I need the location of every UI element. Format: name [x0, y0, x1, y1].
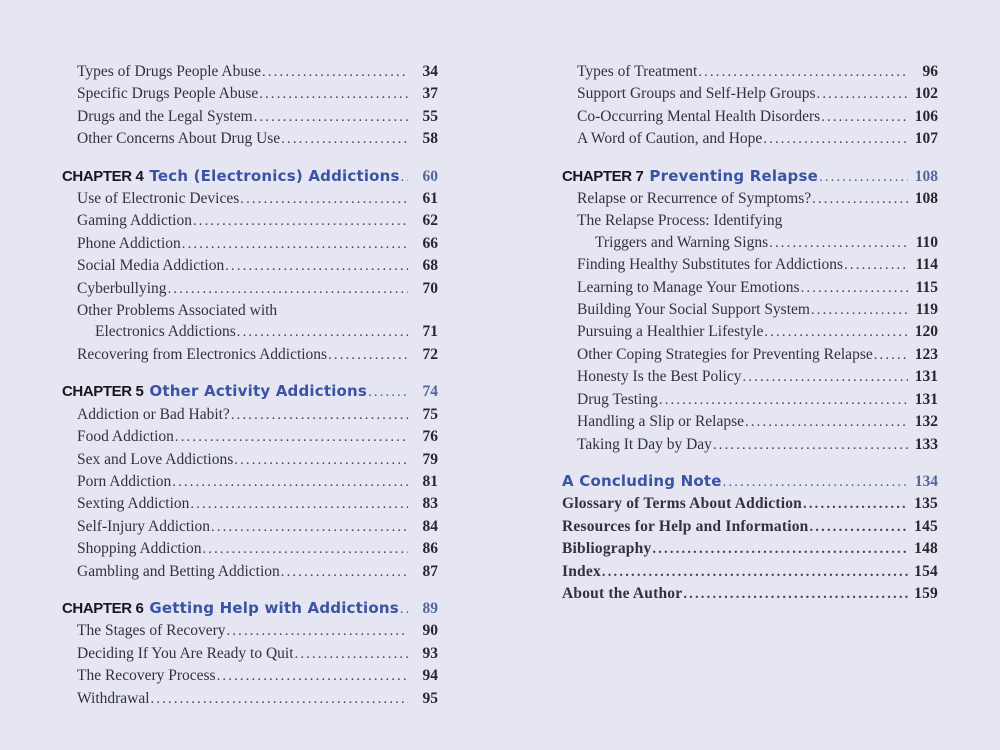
- page-number: 148: [914, 540, 938, 558]
- toc-entry: [62, 538, 438, 560]
- dot-leader: [764, 322, 908, 343]
- toc-entry: [562, 210, 938, 231]
- toc-note-entry: [562, 471, 938, 493]
- entry-title: About the Author: [562, 584, 683, 602]
- dot-leader: [844, 255, 908, 276]
- toc-entry: [562, 538, 938, 560]
- page-number: 115: [915, 278, 938, 296]
- dot-leader: [217, 666, 408, 687]
- toc-left-page: [62, 61, 438, 710]
- entry-title: Learning to Manage Your Emotions: [577, 278, 800, 296]
- page-number: 108: [914, 190, 938, 208]
- toc-entry: [62, 404, 438, 426]
- toc-entry: [62, 449, 438, 471]
- page-number: 133: [914, 435, 938, 453]
- dot-leader: [723, 472, 908, 493]
- toc-entry: [562, 232, 938, 254]
- page-number: 120: [914, 323, 938, 341]
- toc-entry: [62, 255, 438, 277]
- page-number: 34: [422, 63, 438, 80]
- entry-title: Finding Healthy Substitutes for Addictions: [577, 256, 844, 274]
- dot-leader: [659, 390, 908, 411]
- page-number: 76: [422, 428, 438, 446]
- page-number: 159: [914, 584, 938, 602]
- page-number: 62: [422, 212, 438, 230]
- page-number: 135: [914, 495, 938, 513]
- note-title: A Concluding Note: [562, 471, 722, 490]
- dot-leader: [234, 450, 408, 471]
- page-number: 37: [422, 85, 438, 103]
- dot-leader: [168, 279, 408, 300]
- page-number: 60: [422, 167, 438, 185]
- page-number: 94: [422, 667, 438, 685]
- page-number: 110: [915, 233, 938, 251]
- entry-title: Gambling and Betting Addiction: [77, 562, 280, 580]
- page-number: 61: [422, 190, 438, 208]
- page-number: 55: [422, 107, 438, 125]
- entry-title: Index: [562, 562, 601, 580]
- entry-title: Handling a Slip or Relapse: [577, 413, 745, 431]
- dot-leader: [254, 107, 408, 128]
- toc-entry: [562, 493, 938, 515]
- dot-leader: [812, 189, 908, 210]
- dot-leader: [202, 539, 408, 560]
- toc-entry: [62, 493, 438, 515]
- entry-title: Sexting Addiction: [77, 495, 190, 513]
- chapter-label: CHAPTER 4: [62, 167, 144, 185]
- chapter-label: CHAPTER 7: [562, 167, 644, 185]
- dot-leader: [811, 300, 908, 321]
- toc-entry: [62, 471, 438, 493]
- dot-leader: [400, 599, 408, 620]
- dot-leader: [652, 539, 908, 560]
- page-number: 66: [422, 234, 438, 252]
- page-number: 123: [914, 345, 938, 363]
- entry-title: The Stages of Recovery: [77, 622, 226, 640]
- page-number: 119: [915, 301, 938, 319]
- page-number: 154: [914, 562, 938, 580]
- toc-entry: [62, 128, 438, 150]
- entry-title: Other Concerns About Drug Use: [77, 130, 281, 148]
- toc-entry: [62, 210, 438, 232]
- page-number: 81: [422, 472, 438, 490]
- entry-title: Triggers and Warning Signs: [595, 233, 769, 251]
- toc-entry: [562, 254, 938, 276]
- dot-leader: [151, 689, 408, 710]
- chapter-title: Tech (Electronics) Addictions: [149, 166, 400, 185]
- toc-entry: [62, 561, 438, 583]
- page-number: 71: [422, 323, 438, 341]
- dot-leader: [763, 129, 908, 150]
- toc-entry: [562, 366, 938, 388]
- entry-title: Self-Injury Addiction: [77, 517, 211, 535]
- entry-title: Types of Treatment: [577, 63, 698, 80]
- toc-chapter-entry: [62, 381, 438, 403]
- toc-entry: [62, 83, 438, 105]
- dot-leader: [259, 84, 408, 105]
- dot-leader: [809, 517, 908, 538]
- page-number: 145: [914, 517, 938, 535]
- chapter-title: Preventing Relapse: [649, 166, 818, 185]
- page-number: 84: [422, 517, 438, 535]
- page-number: 114: [915, 256, 938, 274]
- page-number: 95: [422, 689, 438, 707]
- dot-leader: [231, 405, 408, 426]
- dot-leader: [281, 562, 408, 583]
- dot-leader: [262, 62, 408, 83]
- toc-entry: [562, 583, 938, 605]
- page-number: 87: [422, 562, 438, 580]
- page-number: 86: [422, 540, 438, 558]
- entry-title: Pursuing a Healthier Lifestyle: [577, 323, 764, 341]
- dot-leader: [819, 167, 908, 188]
- entry-title: Honesty Is the Best Policy: [577, 368, 742, 386]
- entry-title: Specific Drugs People Abuse: [77, 85, 259, 103]
- page-number: 102: [914, 85, 938, 103]
- toc-entry: [562, 516, 938, 538]
- entry-title: Drugs and the Legal System: [77, 107, 253, 125]
- dot-leader: [769, 233, 908, 254]
- chapter-title: Other Activity Addictions: [149, 382, 368, 401]
- dot-leader: [821, 107, 908, 128]
- dot-leader: [281, 129, 408, 150]
- dot-leader: [602, 562, 908, 583]
- page-number: 106: [914, 107, 938, 125]
- entry-title: Electronics Addictions: [95, 323, 236, 341]
- dot-leader: [803, 494, 908, 515]
- toc-chapter-entry: [62, 166, 438, 188]
- entry-title: Resources for Help and Information: [562, 517, 809, 535]
- dot-leader: [401, 167, 408, 188]
- entry-title: Social Media Addiction: [77, 257, 225, 275]
- dot-leader: [175, 427, 408, 448]
- dot-leader: [172, 472, 408, 493]
- page-number: 74: [422, 383, 438, 401]
- chapter-title: Getting Help with Addictions: [149, 598, 399, 617]
- chapter-label: CHAPTER 6: [62, 599, 144, 617]
- toc-entry: [62, 665, 438, 687]
- entry-title: Porn Addiction: [77, 472, 172, 490]
- toc-entry: [562, 106, 938, 128]
- entry-title: Addiction or Bad Habit?: [77, 405, 230, 423]
- entry-title: Deciding If You Are Ready to Quit: [77, 644, 294, 662]
- toc-entry: [62, 688, 438, 710]
- page-number: 83: [422, 495, 438, 513]
- toc-chapter-entry: [62, 598, 438, 620]
- dot-leader: [240, 189, 408, 210]
- toc-entry: [562, 434, 938, 456]
- page-number: 93: [422, 644, 438, 662]
- toc-entry: [562, 277, 938, 299]
- toc-entry: [562, 83, 938, 105]
- toc-entry: [562, 128, 938, 150]
- dot-leader: [237, 322, 408, 343]
- dot-leader: [211, 517, 408, 538]
- toc-entry: [62, 620, 438, 642]
- dot-leader: [182, 234, 408, 255]
- toc-entry: [562, 411, 938, 433]
- page-number: 90: [422, 622, 438, 640]
- entry-title: Shopping Addiction: [77, 540, 202, 558]
- entry-title: Co-Occurring Mental Health Disorders: [577, 107, 821, 125]
- toc-entry: [562, 344, 938, 366]
- chapter-label: CHAPTER 5: [62, 383, 144, 401]
- toc-right-page: [562, 61, 938, 605]
- entry-title: Support Groups and Self-Help Groups: [577, 85, 816, 103]
- page-number: 89: [422, 599, 438, 617]
- entry-title: Building Your Social Support System: [577, 301, 810, 319]
- dot-leader: [874, 345, 908, 366]
- page-number: 68: [422, 257, 438, 275]
- dot-leader: [227, 621, 409, 642]
- entry-title: Phone Addiction: [77, 234, 181, 252]
- page-number: 72: [422, 345, 438, 363]
- dot-leader: [817, 84, 908, 105]
- toc-entry: [62, 643, 438, 665]
- toc-entry: [62, 61, 438, 83]
- toc-entry: [62, 516, 438, 538]
- page-number: 131: [914, 368, 938, 386]
- entry-title: Food Addiction: [77, 428, 174, 446]
- page-number: 75: [422, 405, 438, 423]
- entry-title: Taking It Day by Day: [577, 435, 712, 453]
- dot-leader: [698, 62, 908, 83]
- dot-leader: [295, 644, 408, 665]
- page-number: 96: [922, 63, 938, 80]
- toc-entry: [62, 300, 438, 321]
- entry-title: Gaming Addiction: [77, 212, 192, 230]
- entry-title: Types of Drugs People Abuse: [77, 63, 262, 80]
- toc-entry: [62, 188, 438, 210]
- dot-leader: [801, 278, 908, 299]
- dot-leader: [713, 435, 908, 456]
- page-number: 108: [914, 167, 938, 185]
- page-number: 131: [914, 390, 938, 408]
- entry-title: Other Coping Strategies for Preventing Relapse: [577, 345, 873, 363]
- page-number: 70: [422, 279, 438, 297]
- toc-entry: [562, 61, 938, 83]
- toc-entry: [562, 299, 938, 321]
- toc-entry: [562, 389, 938, 411]
- toc-entry: [562, 561, 938, 583]
- toc-entry: [62, 321, 438, 343]
- page-number: 134: [914, 472, 938, 490]
- entry-title: Other Problems Associated with: [77, 302, 278, 320]
- toc-chapter-entry: [562, 166, 938, 188]
- dot-leader: [745, 412, 908, 433]
- entry-title: Recovering from Electronics Addictions: [77, 345, 328, 363]
- page-number: 107: [914, 130, 938, 148]
- toc-entry: [562, 321, 938, 343]
- entry-title: Drug Testing: [577, 390, 658, 408]
- page-number: 132: [914, 413, 938, 431]
- entry-title: Relapse or Recurrence of Symptoms?: [577, 190, 812, 208]
- dot-leader: [328, 345, 408, 366]
- dot-leader: [190, 494, 408, 515]
- entry-title: Bibliography: [562, 540, 652, 558]
- entry-title: Glossary of Terms About Addiction: [562, 495, 803, 513]
- toc-entry: [562, 188, 938, 210]
- entry-title: Cyberbullying: [77, 279, 167, 297]
- entry-title: The Relapse Process: Identifying: [577, 212, 783, 230]
- entry-title: Use of Electronic Devices: [77, 190, 240, 208]
- entry-title: The Recovery Process: [77, 667, 216, 685]
- dot-leader: [193, 211, 408, 232]
- toc-entry: [62, 106, 438, 128]
- dot-leader: [368, 382, 408, 403]
- page-number: 79: [422, 450, 438, 468]
- dot-leader: [683, 584, 908, 605]
- toc-entry: [62, 344, 438, 366]
- entry-title: Sex and Love Addictions: [77, 450, 234, 468]
- dot-leader: [225, 256, 408, 277]
- toc-entry: [62, 233, 438, 255]
- dot-leader: [742, 367, 908, 388]
- page-number: 58: [422, 130, 438, 148]
- toc-entry: [62, 426, 438, 448]
- toc-entry: [62, 278, 438, 300]
- entry-title: Withdrawal: [77, 689, 150, 707]
- entry-title: A Word of Caution, and Hope: [577, 130, 763, 148]
